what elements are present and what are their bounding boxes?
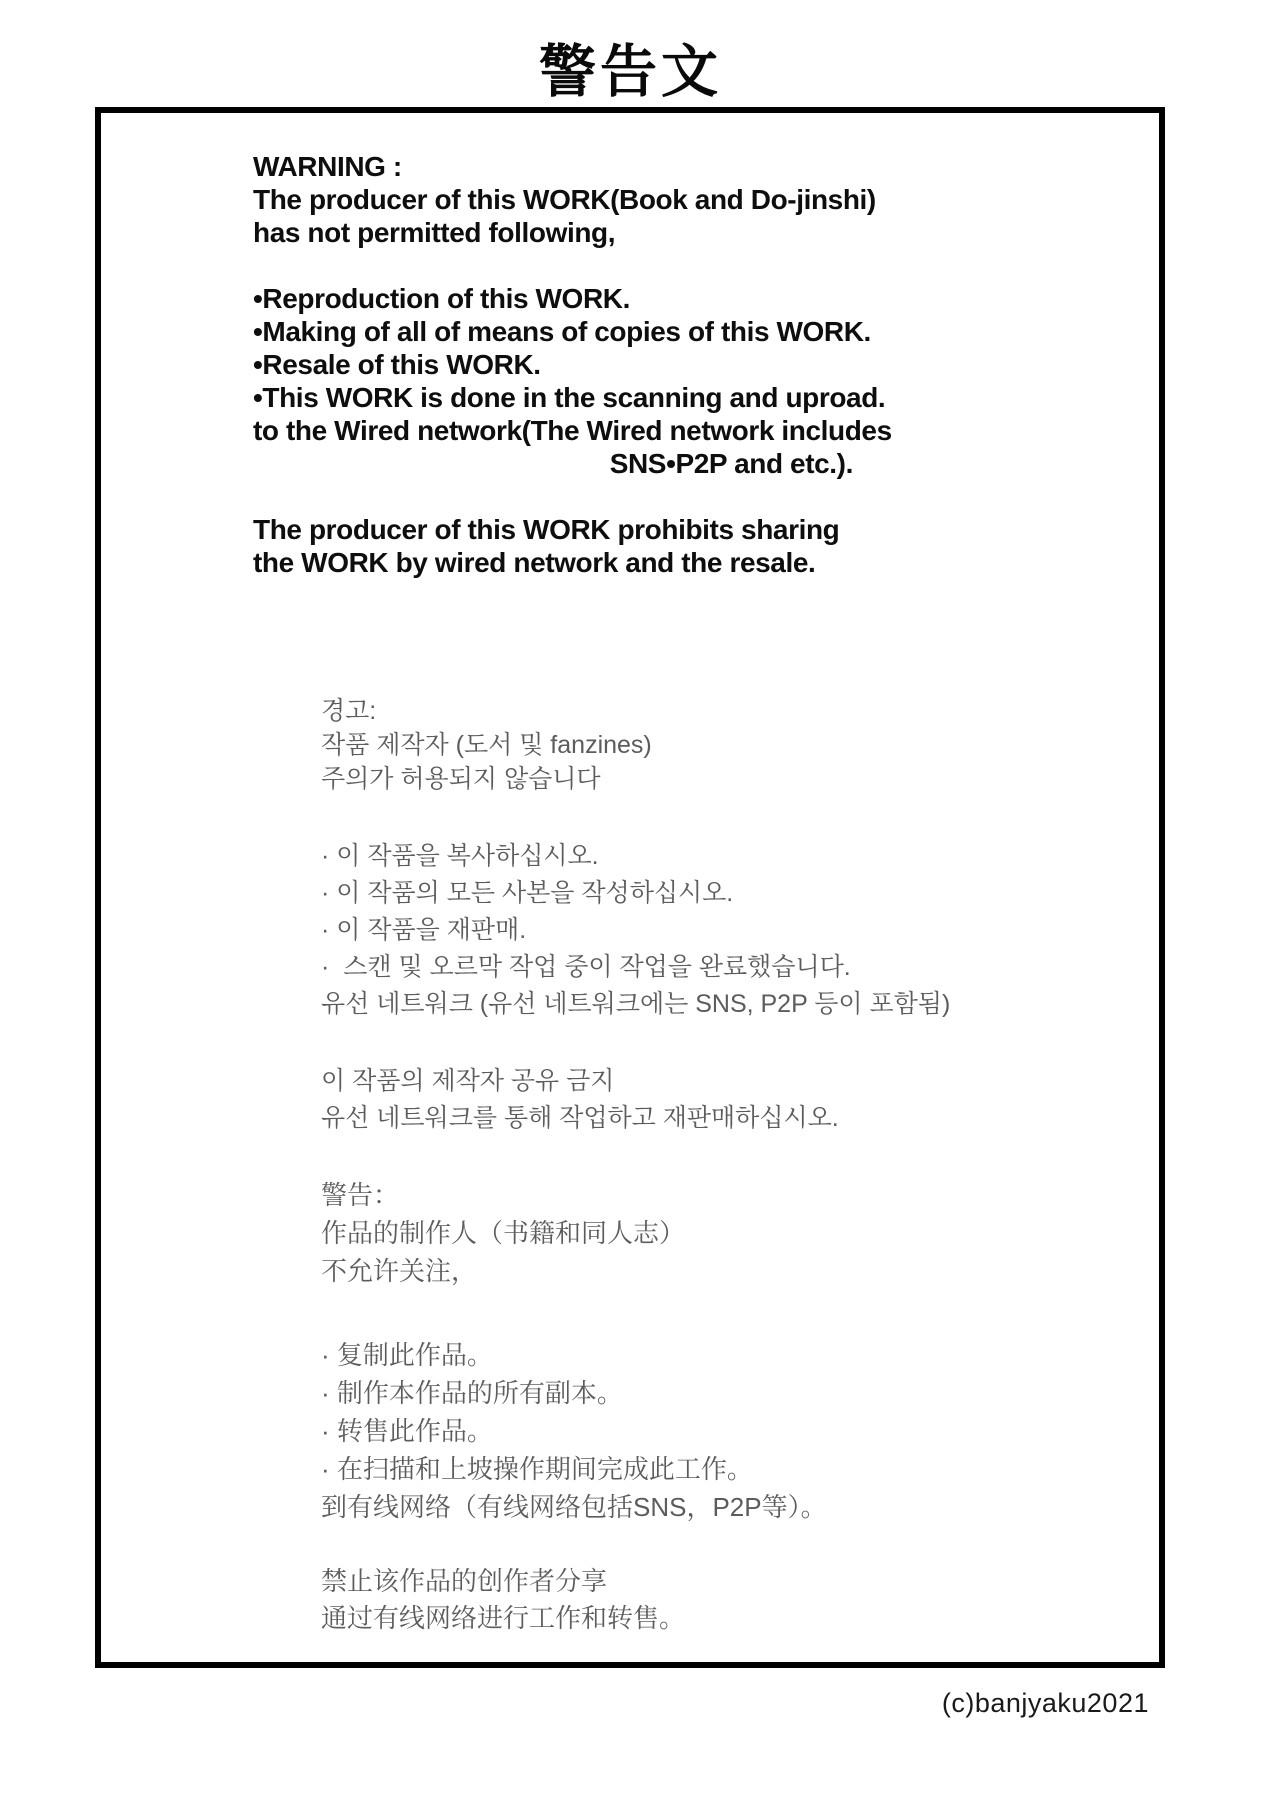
bullet-line: 到有线网络（有线网络包括SNS，P2P等）。 (321, 1492, 827, 1522)
bullet-line: · 在扫描和上坡操作期间完成此工作。 (321, 1454, 753, 1484)
text-line: The producer of this WORK prohibits sharing (253, 514, 840, 545)
bullet-line: •Resale of this WORK. (253, 349, 541, 380)
bullet-line: · 이 작품을 복사하십시오. (321, 842, 599, 870)
text-line: 禁止该作品的创作者分享 (321, 1566, 608, 1596)
text-line: 이 작품의 제작자 공유 금지 (321, 1067, 615, 1095)
korean-warning-header (321, 694, 1159, 796)
bullet-line: to the Wired network(The Wired network includes (253, 415, 892, 446)
text-line: 作品的制作人（书籍和同人志） (321, 1218, 686, 1248)
bullet-line: · 复制此作品。 (321, 1340, 493, 1370)
bullet-line: · 转售此作品。 (321, 1416, 493, 1446)
text-line: WARNING : (253, 151, 402, 182)
english-warning-bullets (253, 282, 892, 480)
warning-frame (95, 107, 1165, 1668)
korean-warning (321, 694, 1159, 1137)
text-line: 작품 제작자 (도서 및 fanzines) (321, 731, 652, 759)
english-warning (253, 150, 892, 579)
text-line: 주의가 허용되지 않습니다 (321, 765, 601, 793)
text-line: 유선 네트워크를 통해 작업하고 재판매하십시오. (321, 1104, 839, 1132)
chinese-warning-bullets (321, 1336, 1159, 1526)
bullet-line: 유선 네트워크 (유선 네트워크에는 SNS, P2P 등이 포함됨) (321, 990, 951, 1018)
bullet-line: SNS•P2P and etc.). (609, 448, 853, 479)
bullet-line: •Making of all of means of copies of this WORK. (253, 316, 871, 347)
korean-warning-bullets (321, 838, 1159, 1023)
text-line: 不允许关注， (321, 1256, 478, 1286)
text-line: the WORK by wired network and the resale. (253, 547, 816, 578)
text-line: 경고: (321, 697, 377, 725)
bullet-line: •Reproduction of this WORK. (253, 283, 630, 314)
copyright-credit: (c)banjyaku2021 (941, 1688, 1149, 1718)
chinese-warning-footer (321, 1563, 1159, 1637)
english-warning-footer (253, 513, 853, 579)
chinese-warning (321, 1176, 1159, 1637)
text-line: has not permitted following, (253, 217, 616, 248)
page-title: 警告文 (539, 40, 722, 104)
bullet-line: · 制作本作品的所有副本。 (321, 1378, 623, 1408)
bullet-line: · 이 작품을 재판매. (321, 916, 527, 944)
text-line: 通过有线网络进行工作和转售。 (321, 1603, 686, 1633)
text-line: The producer of this WORK(Book and Do-jinshi) (253, 184, 876, 215)
bullet-line: •This WORK is done in the scanning and uproad. (253, 382, 886, 413)
chinese-warning-header (321, 1176, 1159, 1290)
bullet-line: · 스캔 및 오르막 작업 중이 작업을 완료했습니다. (321, 953, 851, 981)
bullet-line: · 이 작품의 모든 사본을 작성하십시오. (321, 879, 734, 907)
korean-warning-footer (321, 1063, 1159, 1137)
english-warning-header (253, 150, 876, 249)
text-line: 警告： (321, 1180, 400, 1210)
